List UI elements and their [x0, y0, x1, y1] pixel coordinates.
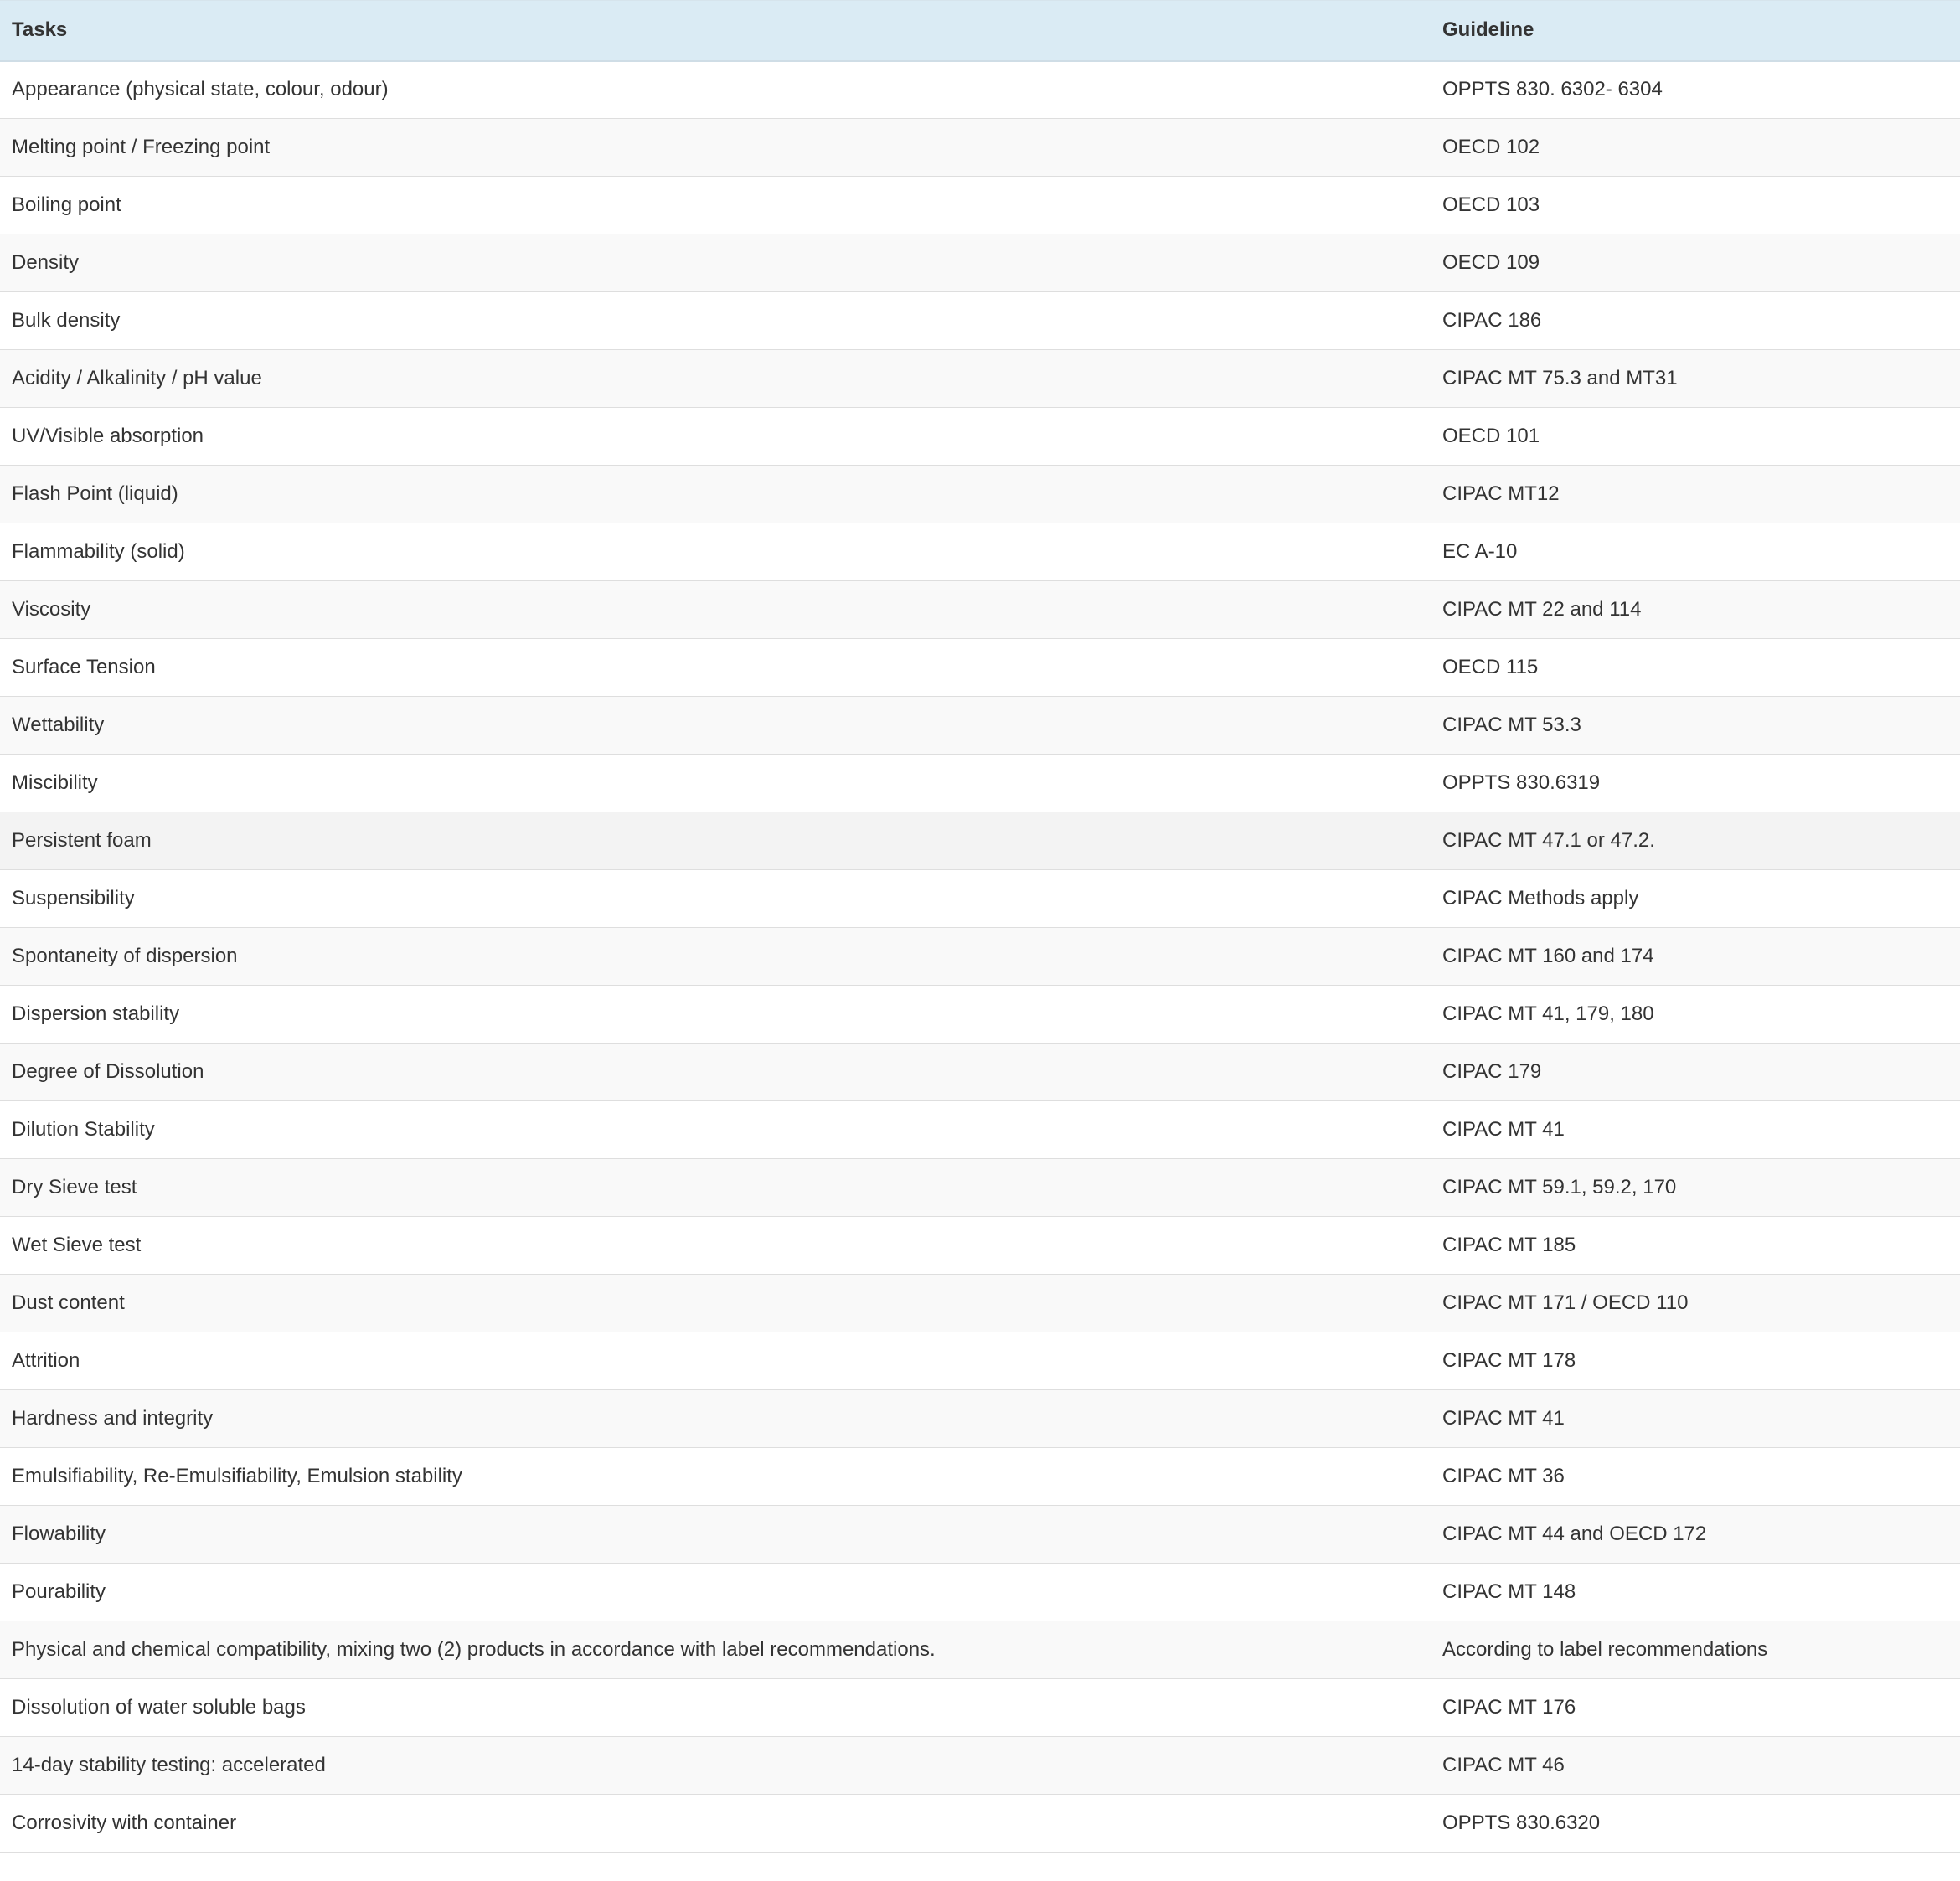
task-cell: Surface Tension [0, 639, 1431, 697]
table-row [0, 1217, 1960, 1275]
table-row [0, 581, 1960, 639]
guideline-cell: EC A-10 [1431, 523, 1960, 581]
table-row [0, 1679, 1960, 1737]
guideline-cell: OPPTS 830.6320 [1431, 1795, 1960, 1853]
task-cell: Hardness and integrity [0, 1390, 1431, 1448]
table-row [0, 1795, 1960, 1853]
header-guideline[interactable]: Guideline [1431, 1, 1960, 61]
guideline-cell: CIPAC MT 36 [1431, 1448, 1960, 1506]
guideline-cell: OECD 102 [1431, 119, 1960, 177]
table-row [0, 61, 1960, 119]
task-cell: Miscibility [0, 755, 1431, 812]
task-cell: Dispersion stability [0, 986, 1431, 1044]
table-row [0, 1448, 1960, 1506]
table-header [0, 1, 1960, 61]
table-row [0, 523, 1960, 581]
task-cell: 14-day stability testing: accelerated [0, 1737, 1431, 1795]
guideline-cell: CIPAC MT 59.1, 59.2, 170 [1431, 1159, 1960, 1217]
table-row [0, 350, 1960, 408]
task-cell: Dry Sieve test [0, 1159, 1431, 1217]
task-cell: Physical and chemical compatibility, mixing two (2) products in accordance with label recommendations. [0, 1621, 1431, 1679]
guideline-cell: OECD 115 [1431, 639, 1960, 697]
task-cell: Acidity / Alkalinity / pH value [0, 350, 1431, 408]
task-cell: Boiling point [0, 177, 1431, 234]
task-cell: Flash Point (liquid) [0, 466, 1431, 523]
guideline-cell: CIPAC 179 [1431, 1044, 1960, 1101]
guideline-cell: CIPAC MT 44 and OECD 172 [1431, 1506, 1960, 1564]
table-row [0, 1506, 1960, 1564]
task-cell: Dissolution of water soluble bags [0, 1679, 1431, 1737]
task-cell: UV/Visible absorption [0, 408, 1431, 466]
task-cell: Suspensibility [0, 870, 1431, 928]
task-cell: Density [0, 234, 1431, 292]
table-row [0, 1390, 1960, 1448]
table-row [0, 870, 1960, 928]
guideline-cell: OECD 103 [1431, 177, 1960, 234]
guideline-cell: CIPAC 186 [1431, 292, 1960, 350]
table-row [0, 812, 1960, 870]
guideline-cell: CIPAC MT 176 [1431, 1679, 1960, 1737]
header-tasks[interactable]: Tasks [0, 1, 1431, 61]
table-row [0, 1101, 1960, 1159]
table-row [0, 639, 1960, 697]
task-cell: Flowability [0, 1506, 1431, 1564]
task-cell: Bulk density [0, 292, 1431, 350]
guideline-cell: CIPAC MT 22 and 114 [1431, 581, 1960, 639]
task-cell: Flammability (solid) [0, 523, 1431, 581]
table-row [0, 1275, 1960, 1332]
task-cell: Appearance (physical state, colour, odour) [0, 61, 1431, 119]
task-cell: Viscosity [0, 581, 1431, 639]
table-row [0, 986, 1960, 1044]
guideline-cell: CIPAC MT 75.3 and MT31 [1431, 350, 1960, 408]
guideline-cell: OECD 109 [1431, 234, 1960, 292]
guideline-cell: OPPTS 830. 6302- 6304 [1431, 61, 1960, 119]
guideline-cell: CIPAC MT 178 [1431, 1332, 1960, 1390]
header-row [0, 1, 1960, 61]
guideline-cell: CIPAC MT 46 [1431, 1737, 1960, 1795]
table-row [0, 1159, 1960, 1217]
table-body [0, 61, 1960, 1853]
task-cell: Wet Sieve test [0, 1217, 1431, 1275]
table-row [0, 466, 1960, 523]
guideline-cell: CIPAC MT 41 [1431, 1390, 1960, 1448]
guideline-cell: According to label recommendations [1431, 1621, 1960, 1679]
guideline-cell: OPPTS 830.6319 [1431, 755, 1960, 812]
guideline-cell: OECD 101 [1431, 408, 1960, 466]
table-row [0, 697, 1960, 755]
table-row [0, 292, 1960, 350]
guideline-cell: CIPAC MT 41, 179, 180 [1431, 986, 1960, 1044]
guideline-cell: CIPAC MT 185 [1431, 1217, 1960, 1275]
guideline-cell: CIPAC MT12 [1431, 466, 1960, 523]
guideline-cell: CIPAC MT 148 [1431, 1564, 1960, 1621]
task-cell: Pourability [0, 1564, 1431, 1621]
table-row [0, 1332, 1960, 1390]
table-row [0, 408, 1960, 466]
task-cell: Melting point / Freezing point [0, 119, 1431, 177]
table-row [0, 928, 1960, 986]
table-row [0, 1621, 1960, 1679]
task-cell: Spontaneity of dispersion [0, 928, 1431, 986]
table-row [0, 234, 1960, 292]
guideline-cell: CIPAC MT 53.3 [1431, 697, 1960, 755]
task-cell: Wettability [0, 697, 1431, 755]
table-row [0, 1737, 1960, 1795]
task-cell: Dilution Stability [0, 1101, 1431, 1159]
guideline-cell: CIPAC MT 160 and 174 [1431, 928, 1960, 986]
guideline-cell: CIPAC Methods apply [1431, 870, 1960, 928]
guideline-cell: CIPAC MT 171 / OECD 110 [1431, 1275, 1960, 1332]
task-cell: Persistent foam [0, 812, 1431, 870]
guideline-cell: CIPAC MT 41 [1431, 1101, 1960, 1159]
table-row [0, 177, 1960, 234]
table-row [0, 119, 1960, 177]
table-row [0, 1044, 1960, 1101]
task-cell: Corrosivity with container [0, 1795, 1431, 1853]
task-cell: Degree of Dissolution [0, 1044, 1431, 1101]
task-cell: Attrition [0, 1332, 1431, 1390]
task-cell: Emulsifiability, Re-Emulsifiability, Emulsion stability [0, 1448, 1431, 1506]
task-cell: Dust content [0, 1275, 1431, 1332]
guideline-cell: CIPAC MT 47.1 or 47.2. [1431, 812, 1960, 870]
table-row [0, 755, 1960, 812]
table-row [0, 1564, 1960, 1621]
